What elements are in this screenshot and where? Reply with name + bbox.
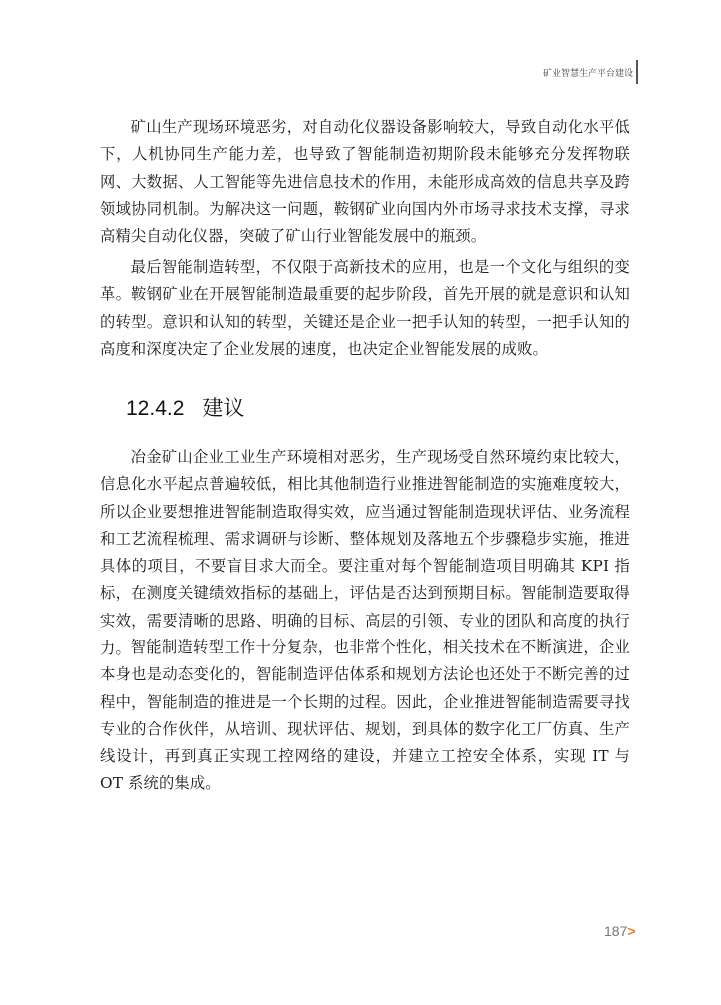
paragraph-4: 智能制造转型工作十分复杂，也非常个性化，相关技术在不断演进，企业本身也是动态变化的，智能制造评估体系和规划方法论也还处于不断完善的过程中，智能制造的推进是一个长期的过程。因此，企业推进智能制造需要寻找专业的合作伙伴，从培训、现状评估、规划，到具体的数字化工厂仿真、生产线设计，再到真正实现工控网络的建设，并建立工控安全体系，实现 IT 与 OT 系统的集成。 (100, 638, 630, 793)
section-number: 12.4.2 (126, 397, 185, 420)
page-number (604, 923, 636, 939)
paragraph-3: 冶金矿山企业工业生产环境相对恶劣，生产现场受自然环境约束比较大，信息化水平起点普遍较低，相比其他制造行业推进智能制造的实施难度较大，所以企业要想推进智能制造取得实效，应当通过智能制造现状评估、业务流程和工艺流程梳理、需求调研与诊断、整体规划及落地五个步骤稳步实施，推进具体的项目，不要盲目求大而全。要注重对每个智能制造项目明确其 KPI 指标，在测度关键绩效指标的基础上，评估是否达到预期目标。智能制造要取得实效，需要清晰的思路、明确的目标、高层的引领、专业的团队和高度的执行力。 (100, 448, 630, 658)
running-header: 矿业智慧生产平台建设 (542, 69, 633, 79)
section-heading (126, 392, 244, 422)
page-arrow-icon: > (627, 923, 636, 939)
header-divider (636, 60, 638, 84)
section-title: 建议 (202, 397, 245, 420)
paragraph-2: 最后智能制造转型，不仅限于高新技术的应用，也是一个文化与组织的变革。鞍钢矿业在开展智能制造最重要的起步阶段，首先开展的就是意识和认知的转型。意识和认知的转型，关键还是企业一把手认知的转型，一把手认知的高度和深度决定了企业发展的速度，也决定企业智能发展的成败。 (100, 258, 630, 358)
paragraph-1: 矿山生产现场环境恶劣，对自动化仪器设备影响较大，导致自动化水平低下，人机协同生产能力差，也导致了智能制造初期阶段未能够充分发挥物联网、大数据、人工智能等先进信息技术的作用，未能形成高效的信息共享及跨领域协同机制。为解决这一问题，鞍钢矿业向国内外市场寻求技术支撑，寻求高精尖自动化仪器，突破了矿山行业智能发展中的瓶颈。 (100, 118, 630, 246)
page-number-value: 187 (604, 923, 628, 939)
